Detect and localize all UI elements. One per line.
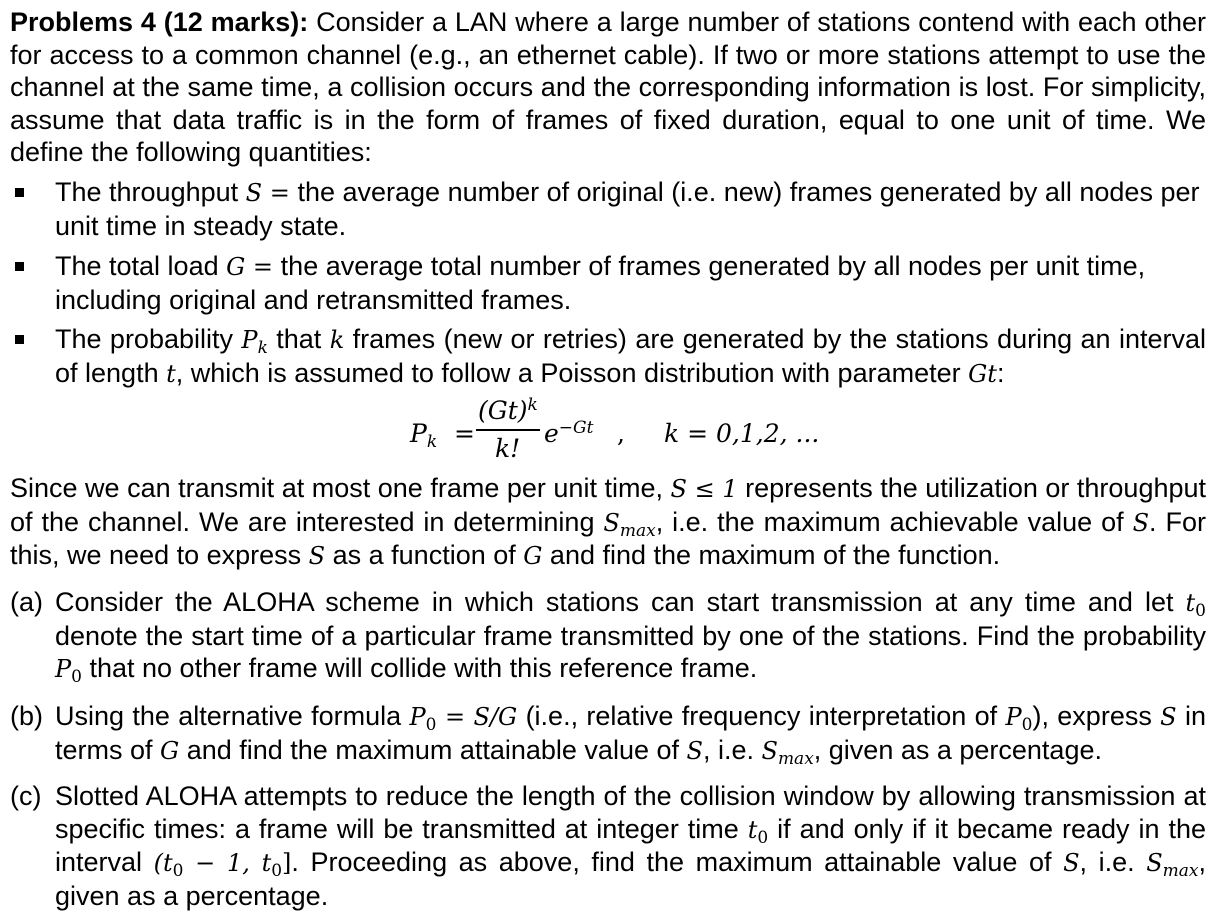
formula-range: k = 0,1,2, ...: [664, 419, 820, 448]
formula-lhs: $P_k$: [410, 419, 438, 452]
bullet-marker: [15, 188, 24, 197]
bullet-post: the average total number of frames generated by all nodes per unit time, including original and retransmitted frames.: [55, 251, 1146, 315]
bullet-mid: , which is assumed to follow a Poisson distribution with parameter: [175, 357, 969, 388]
bullet-post: the average number of original (i.e. new) frames generated by all nodes per unit time in steady state.: [55, 177, 1200, 241]
symbol-gt: Gt: [968, 359, 997, 388]
bullet-pre: The total load: [55, 251, 227, 281]
part-label: (a): [10, 587, 43, 617]
equals-sign: =: [245, 253, 281, 281]
bullet-mid: that: [267, 324, 330, 354]
bullet-marker: [15, 262, 24, 271]
bullet-end: :: [996, 357, 1005, 388]
subscript-k: k: [257, 338, 268, 358]
part-label: (b): [10, 701, 43, 731]
bullet-text: [55, 323, 1206, 390]
intro-paragraph: [10, 6, 1206, 169]
inequality: S ≤ 1: [670, 475, 738, 503]
formula-comma: ,: [617, 419, 625, 448]
bullet-mid: frames (new or retries) are generated by the stations during an interval of length: [55, 324, 1206, 388]
problem-heading: Problems 4 (12 marks):: [10, 7, 309, 37]
part-text: Slotted ALOHA attempts to reduce the length of the collision window by allowing transmission at specific times: a frame will be transmitted at integer time $t_0$ if and only if it became ready in the interval ($t_0 - 1$, $t_0$]. Proceeding as above, find the maximum attainable value of S, i.e. $S_{max}$, given as a percentage.: [55, 781, 1206, 911]
bullet-pre: The probability: [55, 324, 242, 354]
bullet-text: [55, 250, 1206, 316]
part-text: Consider the ALOHA scheme in which stations can start transmission at any time and let $t_0$ denote the start time of a particular frame transmitted by one of the stations. Find the probability $P_0$ that no other frame will collide with this reference frame.: [55, 587, 1206, 687]
symbol-t: t: [166, 359, 176, 388]
formula-equals: =: [454, 419, 475, 448]
symbol-g: G: [226, 253, 246, 281]
poisson-formula: [410, 393, 830, 468]
bullet-pre: The throughput: [55, 177, 246, 207]
formula-exponential: $e^{-Gt}$: [544, 418, 594, 448]
intro-text: Consider a LAN where a large number of stations contend with each other for access to a common channel (e.g., an ethernet cable). If two or more stations attempt to use the channel at the same time, a collision occurs and the corresponding information is lost. For simplicity, assume that data traffic is in the form of frames of fixed duration, equal to one unit of time. We define the following quantities:: [10, 7, 1206, 167]
since-paragraph: Since we can transmit at most one frame per unit time, S ≤ 1 represents the utilization or throughput of the channel. We are interested in determining $S_{max}$, i.e. the maximum achievable value of S. For this, we need to express S as a function of G and find the maximum of the function.: [10, 473, 1207, 570]
bullet-text: [55, 176, 1206, 242]
part-text: Using the alternative formula $P_0 = S/G$ (i.e., relative frequency interpretation of $P_0$), express S in terms of G and find the maximum attainable value of S, i.e. $S_{max}$, given as a percentage.: [55, 701, 1206, 769]
symbol-smax: S: [603, 508, 620, 537]
equals-sign: =: [262, 179, 298, 207]
formula-numerator: $(Gt)^k$: [478, 395, 538, 425]
part-label: (c): [10, 781, 42, 811]
symbol-k: k: [329, 326, 345, 354]
symbol-p: P: [241, 326, 258, 354]
symbol-s: S: [245, 179, 263, 207]
bullet-marker: [15, 335, 24, 344]
formula-denominator: k!: [495, 434, 521, 463]
fraction-bar: [476, 429, 540, 431]
